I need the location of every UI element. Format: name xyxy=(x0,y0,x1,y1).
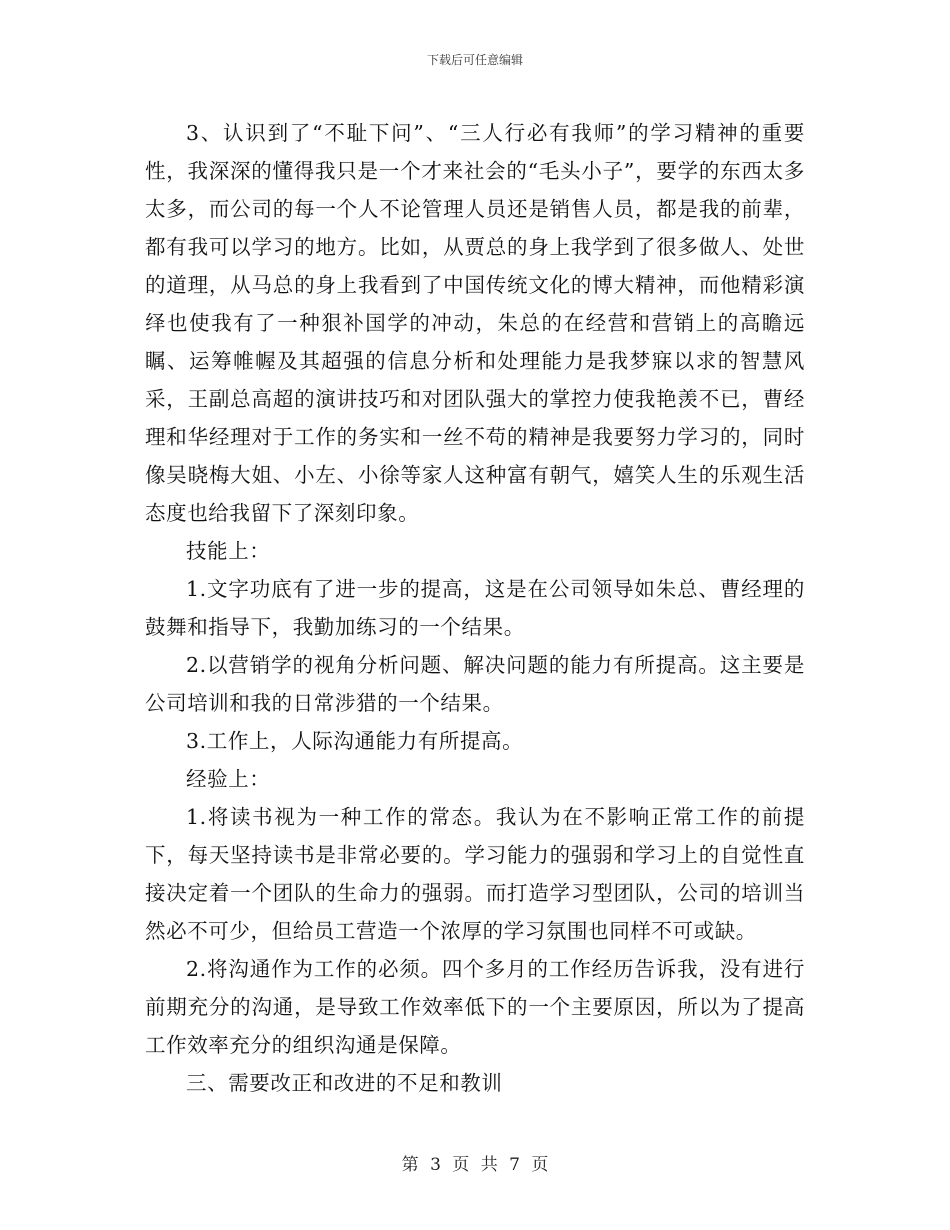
document-body xyxy=(145,114,805,1102)
paragraph-skill-marketing: 2.以营销学的视角分析问题、解决问题的能力有所提高。这主要是公司培训和我的日常涉猎的一个结果。 xyxy=(145,653,805,715)
paragraph-skill-writing: 1.文字功底有了进一步的提高，这是在公司领导如朱总、曹经理的鼓舞和指导下，我勤加练习的一个结果。 xyxy=(145,577,805,639)
section-heading-experience: 经验上： xyxy=(186,767,271,791)
paragraph-experience-reading: 1.将读书视为一种工作的常态。我认为在不影响正常工作的前提下，每天坚持读书是非常必要的。学习能力的强弱和学习上的自觉性直接决定着一个团队的生命力的强弱。而打造学习型团队，公司的培训当然必不可少，但给员工营造一个浓厚的学习氛围也同样不可或缺。 xyxy=(145,805,805,943)
section-heading-skills: 技能上： xyxy=(186,539,271,563)
page-number-footer: 第 3 页 共 7 页 xyxy=(401,1155,549,1175)
paragraph-learning-spirit: 3、认识到了“不耻下问”、“三人行必有我师”的学习精神的重要性，我深深的懂得我只是一个才来社会的“毛头小子”，要学的东西太多太多，而公司的每一个人不论管理人员还是销售人员，都是我的前辈，都有我可以学习的地方。比如，从贾总的身上我学到了很多做人、处世的道理，从马总的身上我看到了中国传统文化的博大精神，而他精彩演绎也使我有了一种狠补国学的冲动，朱总的在经营和营销上的高瞻远瞩、运筹帷幄及其超强的信息分析和处理能力是我梦寐以求的智慧风采，王副总高超的演讲技巧和对团队强大的掌控力使我艳羡不已，曹经理和华经理对于工作的务实和一丝不苟的精神是我要努力学习的，同时像吴晓梅大姐、小左、小徐等家人这种富有朝气，嬉笑人生的乐观生活态度也给我留下了深刻印象。 xyxy=(145,121,805,525)
paragraph-skill-communication: 3.工作上，人际沟通能力有所提高。 xyxy=(186,729,524,753)
section-heading-improvements: 三、需要改正和改进的不足和教训 xyxy=(186,1071,503,1095)
page-header: 下载后可任意编辑 xyxy=(426,53,523,67)
paragraph-experience-communication: 2.将沟通作为工作的必须。四个多月的工作经历告诉我，没有进行前期充分的沟通，是导致工作效率低下的一个主要原因，所以为了提高工作效率充分的组织沟通是保障。 xyxy=(145,957,805,1057)
